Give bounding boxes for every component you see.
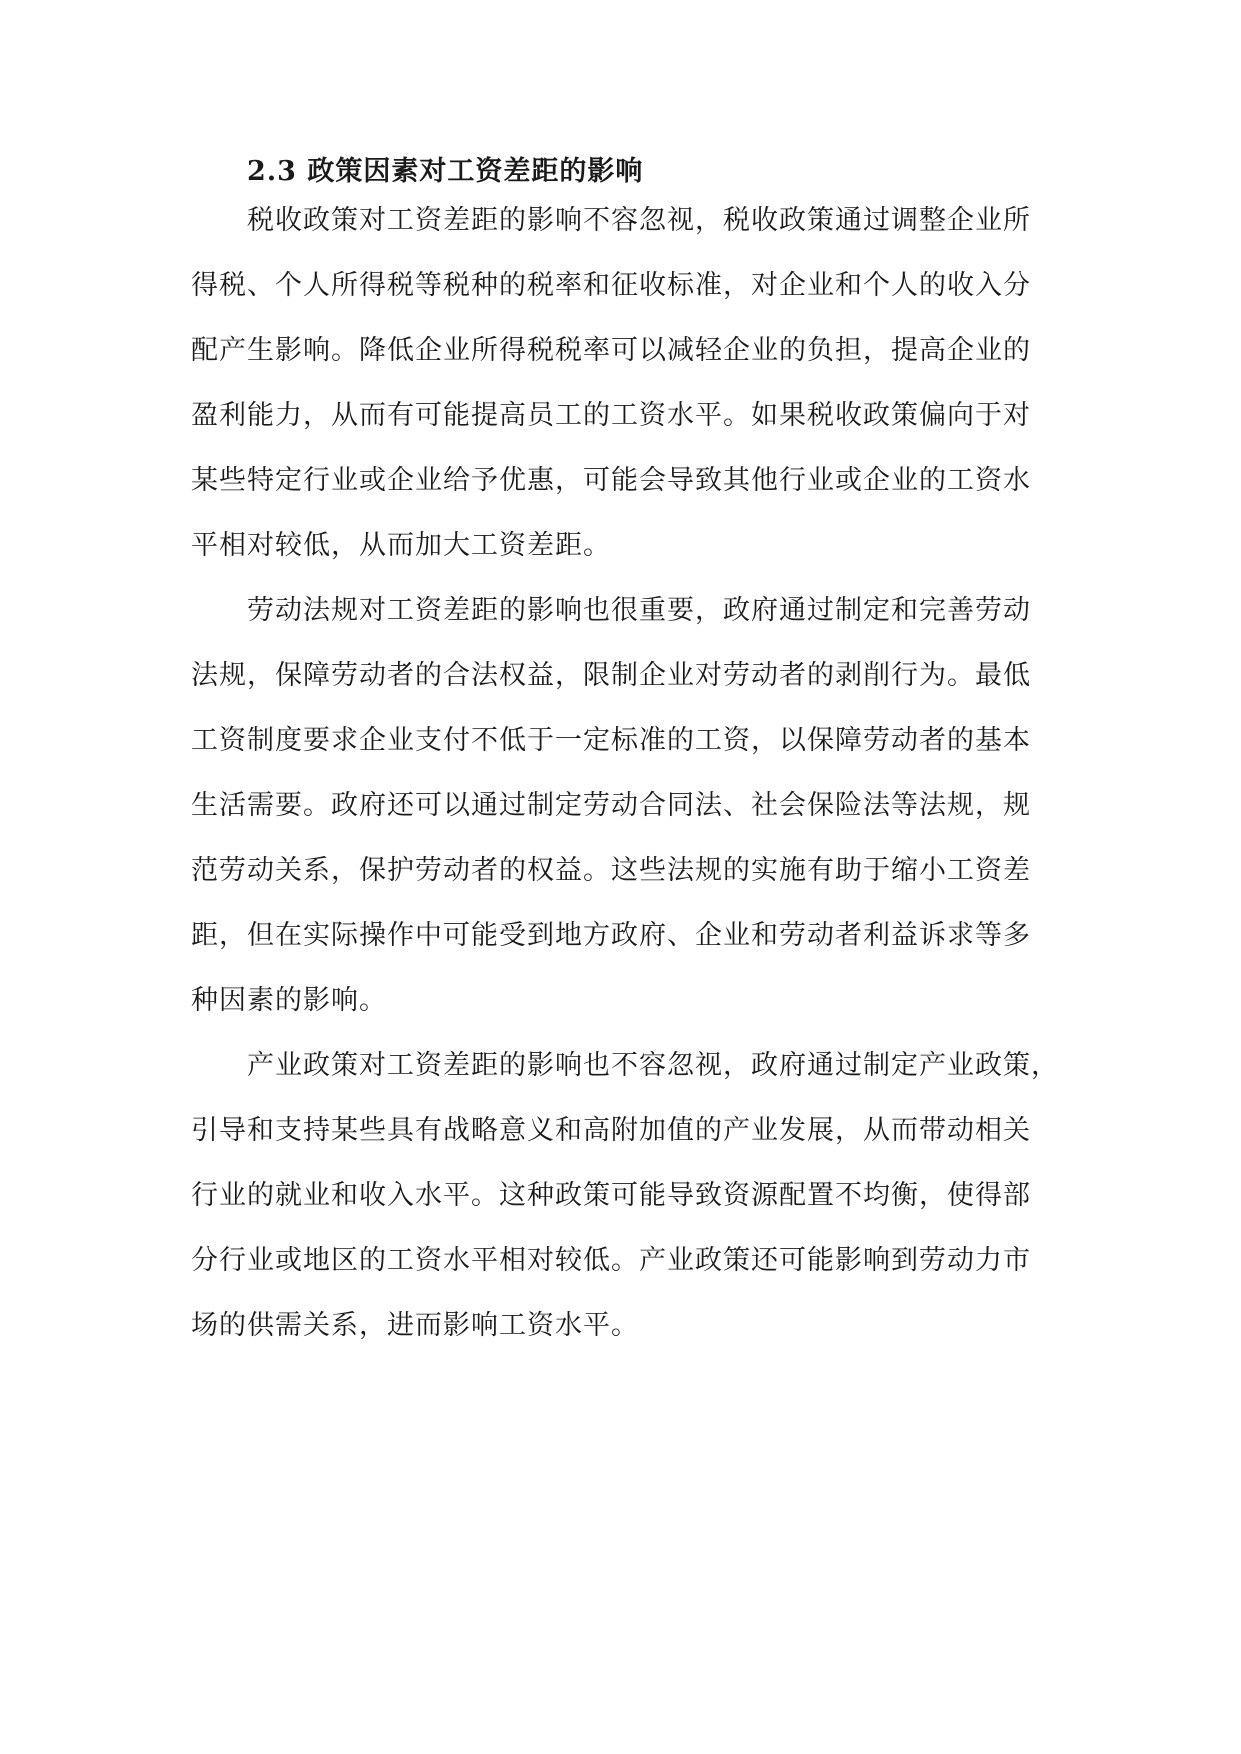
paragraph-line: 范劳动关系，保护劳动者的权益。这些法规的实施有助于缩小工资差 (191, 855, 1031, 886)
paragraph-line: 种因素的影响。 (191, 985, 387, 1016)
paragraph-line: 分行业或地区的工资水平相对较低。产业政策还可能影响到劳动力市 (191, 1245, 1031, 1276)
paragraph-line: 法规，保障劳动者的合法权益，限制企业对劳动者的剥削行为。最低 (191, 660, 1031, 691)
paragraph-line: 行业的就业和收入水平。这种政策可能导致资源配置不均衡，使得部 (191, 1180, 1031, 1211)
section-heading: 2.3 政策因素对工资差距的影响 (247, 156, 644, 187)
paragraph-line: 平相对较低，从而加大工资差距。 (191, 530, 611, 561)
paragraph-line: 距，但在实际操作中可能受到地方政府、企业和劳动者利益诉求等多 (191, 920, 1031, 951)
paragraph-line: 得税、个人所得税等税种的税率和征收标准，对企业和个人的收入分 (191, 270, 1031, 301)
paragraph-line: 盈利能力，从而有可能提高员工的工资水平。如果税收政策偏向于对 (191, 400, 1031, 431)
paragraph-line: 生活需要。政府还可以通过制定劳动合同法、社会保险法等法规，规 (191, 790, 1031, 821)
paragraph-line: 引导和支持某些具有战略意义和高附加值的产业发展，从而带动相关 (191, 1115, 1031, 1146)
paragraph-line: 产业政策对工资差距的影响也不容忽视，政府通过制定产业政策， (247, 1050, 1059, 1081)
paragraph-line: 工资制度要求企业支付不低于一定标准的工资，以保障劳动者的基本 (191, 725, 1031, 756)
paragraph-line: 配产生影响。降低企业所得税税率可以减轻企业的负担，提高企业的 (191, 335, 1031, 366)
paragraph-line: 场的供需关系，进而影响工资水平。 (191, 1310, 639, 1341)
paragraph-line: 劳动法规对工资差距的影响也很重要，政府通过制定和完善劳动 (247, 595, 1031, 626)
paragraph-line: 税收政策对工资差距的影响不容忽视，税收政策通过调整企业所 (247, 205, 1031, 236)
paragraph-line: 某些特定行业或企业给予优惠，可能会导致其他行业或企业的工资水 (191, 465, 1031, 496)
